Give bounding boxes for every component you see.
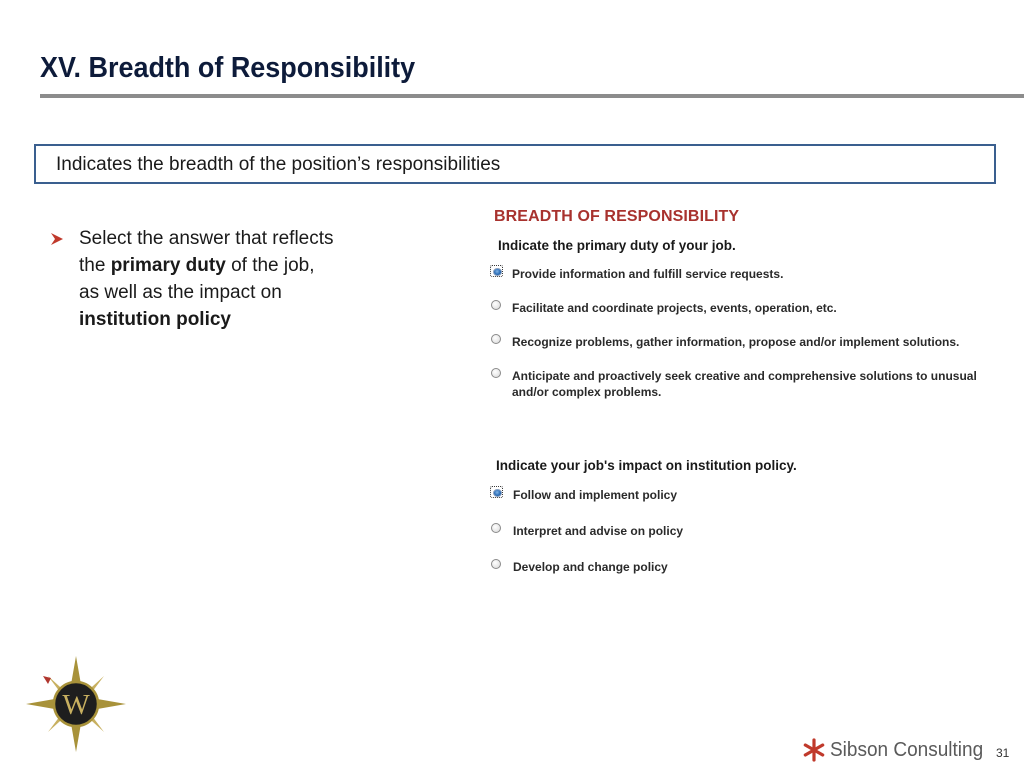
- compass-logo: [26, 656, 126, 752]
- option-label: Recognize problems, gather information, propose and/or implement solutions.: [512, 335, 960, 349]
- option-label: Provide information and fulfill service requests.: [512, 267, 784, 281]
- radio-button[interactable]: [491, 523, 501, 533]
- logo-letter: W: [62, 689, 90, 721]
- radio-button[interactable]: [491, 334, 501, 344]
- title-divider: [40, 94, 1024, 98]
- sibson-consulting-brand: [802, 738, 991, 762]
- bullet-line-2-pre: the: [79, 255, 111, 276]
- bullet-line-1: Select the answer that reflects: [79, 228, 334, 249]
- radio-button[interactable]: [491, 300, 501, 310]
- subtitle-text: Indicates the breadth of the position’s responsibilities: [56, 154, 501, 175]
- brand-name: Sibson Consulting: [830, 738, 984, 761]
- option-label: Develop and change policy: [513, 560, 668, 574]
- radio-button-selected[interactable]: [490, 265, 503, 277]
- star-logo-icon: [802, 738, 826, 762]
- bullet-emphasis-primary-duty: primary duty: [110, 255, 226, 276]
- subtitle-box: [34, 144, 996, 184]
- option-label-line-2: and/or complex problems.: [512, 385, 662, 399]
- option-label-line-1: Anticipate and proactively seek creative and comprehensive solutions to unusual: [512, 369, 977, 383]
- bullet-emphasis-institution-policy: institution policy: [79, 309, 231, 330]
- radio-button[interactable]: [491, 368, 501, 378]
- question-primary-duty: Indicate the primary duty of your job.: [498, 238, 736, 253]
- page-number: 31: [996, 746, 1010, 760]
- option-label: Follow and implement policy: [513, 488, 678, 502]
- option-label: Facilitate and coordinate projects, events, operation, etc.: [512, 301, 837, 315]
- bullet-line-3: as well as the impact on: [79, 282, 282, 303]
- form-heading: BREADTH OF RESPONSIBILITY: [494, 208, 740, 225]
- radio-button[interactable]: [491, 559, 501, 569]
- slide-title: XV. Breadth of Responsibility: [40, 52, 416, 84]
- form-screenshot: [480, 200, 1024, 600]
- bullet-text: [79, 225, 410, 333]
- option-label: Interpret and advise on policy: [513, 524, 684, 538]
- radio-button-selected[interactable]: [490, 486, 503, 498]
- bullet-line-4: [79, 306, 410, 333]
- question-policy-impact: Indicate your job's impact on institution policy.: [496, 458, 797, 473]
- arrow-bullet-icon: [50, 232, 64, 246]
- bullet-point: [50, 225, 410, 333]
- bullet-line-2: [79, 252, 410, 279]
- option-label: [512, 368, 977, 400]
- bullet-line-2-post: of the job,: [225, 255, 315, 276]
